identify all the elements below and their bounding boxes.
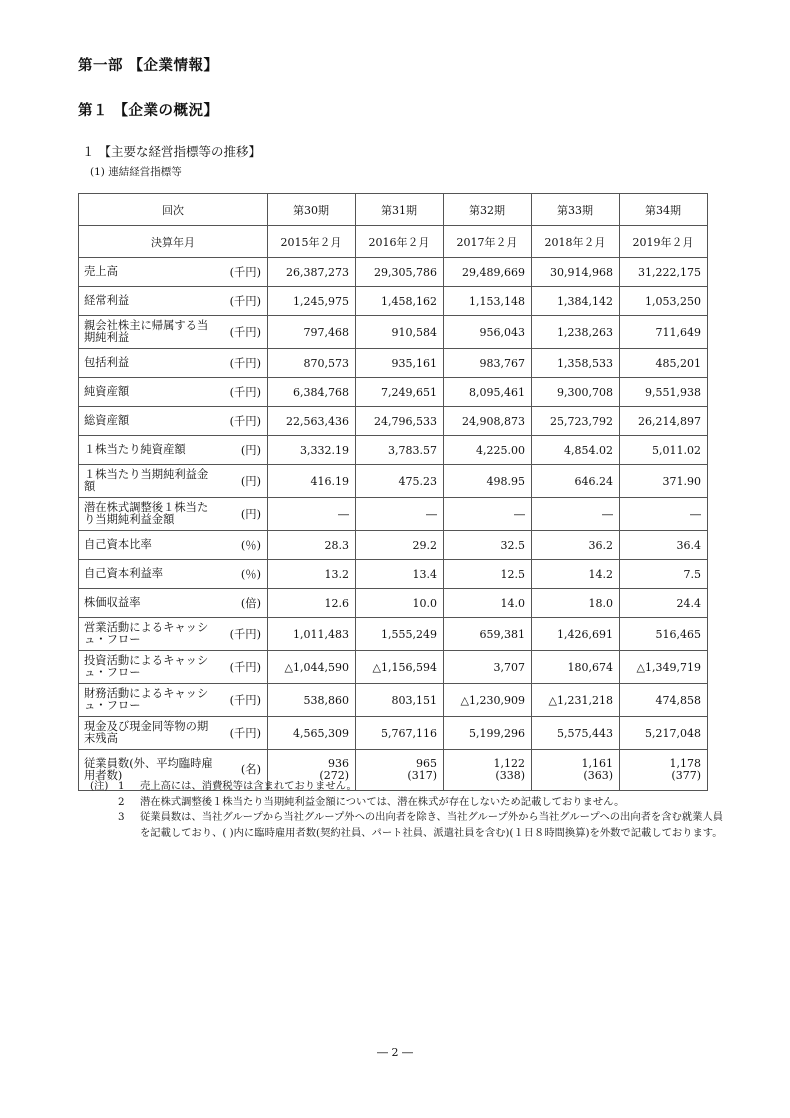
row-value: 29,489,669 [444, 258, 532, 287]
row-value: 28.3 [268, 531, 356, 560]
period-31: 第31期 [356, 194, 444, 226]
date-34: 2019年２月 [620, 226, 708, 258]
note-text: 従業員数は、当社グループから当社グループ外への出向者を除き、当社グループ外から当社グループへの出向者を含む就業人員を記載しており、( )内に臨時雇用者数(契約社員、パート社員、派遣社員を含む)(１日８時間換算)を外数で記載しております。 [140, 811, 724, 839]
note-tag: (注) [90, 780, 109, 792]
row-label: 現金及び現金同等物の期末残高 [79, 717, 223, 750]
row-value: 24,908,873 [444, 407, 532, 436]
table-row [79, 618, 708, 651]
row-unit: (名) [222, 750, 268, 791]
row-unit: (％) [222, 560, 268, 589]
row-value: △1,156,594 [356, 651, 444, 684]
row-value: 3,783.57 [356, 436, 444, 465]
row-unit: (円) [222, 498, 268, 531]
row-value: 3,332.19 [268, 436, 356, 465]
row-value: 9,551,938 [620, 378, 708, 407]
row-value: 4,854.02 [532, 436, 620, 465]
row-label: 総資産額 [79, 407, 223, 436]
row-value: 1,238,263 [532, 316, 620, 349]
row-value: 371.90 [620, 465, 708, 498]
table-body [79, 258, 708, 791]
row-value: 803,151 [356, 684, 444, 717]
row-value: 1,358,533 [532, 349, 620, 378]
row-label: １株当たり当期純利益金額 [79, 465, 223, 498]
row-value: 1,555,249 [356, 618, 444, 651]
table-row [79, 465, 708, 498]
row-value: 1,153,148 [444, 287, 532, 316]
row-value: 646.24 [532, 465, 620, 498]
row-value: 870,573 [268, 349, 356, 378]
date-31: 2016年２月 [356, 226, 444, 258]
row-unit: (千円) [222, 287, 268, 316]
note-number: 1 [118, 780, 125, 792]
row-value: 4,225.00 [444, 436, 532, 465]
row-unit: (円) [222, 465, 268, 498]
row-value: ― [356, 498, 444, 531]
row-label: 経常利益 [79, 287, 223, 316]
row-label: 売上高 [79, 258, 223, 287]
part-heading: 第一部 【企業情報】 [78, 58, 219, 74]
row-value: 8,095,461 [444, 378, 532, 407]
row-value: 24.4 [620, 589, 708, 618]
row-value: 13.4 [356, 560, 444, 589]
row-value: 26,387,273 [268, 258, 356, 287]
row-value: 9,300,708 [532, 378, 620, 407]
note-number: 3 [118, 811, 125, 823]
row-unit: (倍) [222, 589, 268, 618]
period-30: 第30期 [268, 194, 356, 226]
row-value: 5,011.02 [620, 436, 708, 465]
row-label: 投資活動によるキャッシュ・フロー [79, 651, 223, 684]
note-item [90, 810, 730, 841]
row-value: 14.2 [532, 560, 620, 589]
table-row [79, 349, 708, 378]
row-unit: (千円) [222, 618, 268, 651]
employee-count: 1,122 [493, 757, 525, 770]
row-unit: (千円) [222, 316, 268, 349]
note-text: 潜在株式調整後１株当たり当期純利益金額については、潜在株式が存在しないため記載しておりません。 [140, 795, 625, 808]
employee-count: 965 [416, 757, 437, 770]
row-label: 包括利益 [79, 349, 223, 378]
temporary-employee-count: (317) [407, 769, 437, 782]
row-value: 1,426,691 [532, 618, 620, 651]
row-value: 474,858 [620, 684, 708, 717]
row-value: 180,674 [532, 651, 620, 684]
row-label: 潜在株式調整後１株当たり当期純利益金額 [79, 498, 223, 531]
row-value: 983,767 [444, 349, 532, 378]
temporary-employee-count: (363) [583, 769, 613, 782]
row-value: 485,201 [620, 349, 708, 378]
financial-indicators-table [78, 193, 708, 791]
row-value: △1,044,590 [268, 651, 356, 684]
row-value: 36.2 [532, 531, 620, 560]
table-row [79, 436, 708, 465]
date-33: 2018年２月 [532, 226, 620, 258]
row-value: 4,565,309 [268, 717, 356, 750]
table-row [79, 651, 708, 684]
employee-count: 1,161 [581, 757, 613, 770]
period-label: 決算年月 [79, 226, 268, 258]
row-value: ― [444, 498, 532, 531]
period-34: 第34期 [620, 194, 708, 226]
row-unit: (千円) [222, 717, 268, 750]
table-row [79, 407, 708, 436]
row-value: 711,649 [620, 316, 708, 349]
table-row [79, 316, 708, 349]
row-label: 純資産額 [79, 378, 223, 407]
temporary-employee-count: (338) [495, 769, 525, 782]
row-value: 475.23 [356, 465, 444, 498]
period-header-row [79, 194, 708, 226]
row-unit: (円) [222, 436, 268, 465]
row-value: 7,249,651 [356, 378, 444, 407]
row-unit: (千円) [222, 349, 268, 378]
row-value: 416.19 [268, 465, 356, 498]
chapter-heading: 第１ 【企業の概況】 [78, 103, 219, 119]
table-row [79, 684, 708, 717]
row-value: 12.5 [444, 560, 532, 589]
temporary-employee-count: (272) [319, 769, 349, 782]
row-value: 6,384,768 [268, 378, 356, 407]
row-unit: (％) [222, 531, 268, 560]
row-unit: (千円) [222, 258, 268, 287]
row-unit: (千円) [222, 378, 268, 407]
row-value: 516,465 [620, 618, 708, 651]
date-header-row [79, 226, 708, 258]
row-value: △1,349,719 [620, 651, 708, 684]
table-row [79, 531, 708, 560]
row-value: 12.6 [268, 589, 356, 618]
row-value: 956,043 [444, 316, 532, 349]
row-label: 親会社株主に帰属する当期純利益 [79, 316, 223, 349]
table-row [79, 498, 708, 531]
row-value: 3,707 [444, 651, 532, 684]
date-32: 2017年２月 [444, 226, 532, 258]
row-value: 13.2 [268, 560, 356, 589]
subsection-heading: (1) 連結経営指標等 [90, 166, 182, 178]
row-value: 538,860 [268, 684, 356, 717]
row-value: 1,384,142 [532, 287, 620, 316]
row-value: 1,053,250 [620, 287, 708, 316]
note-text: 売上高には、消費税等は含まれておりません。 [140, 780, 357, 792]
temporary-employee-count: (377) [671, 769, 701, 782]
notes [90, 779, 730, 841]
table-row [79, 717, 708, 750]
row-value: 32.5 [444, 531, 532, 560]
employee-count: 936 [328, 757, 349, 770]
row-value: 24,796,533 [356, 407, 444, 436]
row-label: 財務活動によるキャッシュ・フロー [79, 684, 223, 717]
row-value: 797,468 [268, 316, 356, 349]
date-30: 2015年２月 [268, 226, 356, 258]
row-value: 498.95 [444, 465, 532, 498]
row-value: 30,914,968 [532, 258, 620, 287]
row-value: ― [532, 498, 620, 531]
row-value: 5,217,048 [620, 717, 708, 750]
row-value: 1,245,975 [268, 287, 356, 316]
row-value: ― [620, 498, 708, 531]
row-value: 29,305,786 [356, 258, 444, 287]
table-row [79, 589, 708, 618]
row-value: 910,584 [356, 316, 444, 349]
row-value: 26,214,897 [620, 407, 708, 436]
row-value: △1,231,218 [532, 684, 620, 717]
table-row [79, 258, 708, 287]
table-row [79, 287, 708, 316]
row-value: ― [268, 498, 356, 531]
note-item [90, 795, 730, 811]
table-row [79, 378, 708, 407]
row-label: 自己資本利益率 [79, 560, 223, 589]
row-value: 7.5 [620, 560, 708, 589]
row-value: 935,161 [356, 349, 444, 378]
row-unit: (千円) [222, 407, 268, 436]
row-label: 従業員数(外、平均臨時雇用者数) [79, 750, 223, 791]
row-value: 18.0 [532, 589, 620, 618]
table-row [79, 560, 708, 589]
row-value: 659,381 [444, 618, 532, 651]
row-value: 22,563,436 [268, 407, 356, 436]
row-label: １株当たり純資産額 [79, 436, 223, 465]
row-label: 自己資本比率 [79, 531, 223, 560]
employee-count: 1,178 [669, 757, 701, 770]
row-value: 36.4 [620, 531, 708, 560]
row-value: 29.2 [356, 531, 444, 560]
row-value: 1,011,483 [268, 618, 356, 651]
row-unit: (千円) [222, 651, 268, 684]
row-value: 5,199,296 [444, 717, 532, 750]
row-value: 31,222,175 [620, 258, 708, 287]
row-value: 10.0 [356, 589, 444, 618]
note-number: 2 [118, 795, 125, 808]
row-value: 5,767,116 [356, 717, 444, 750]
section-heading: １ 【主要な経営指標等の推移】 [82, 144, 261, 159]
row-unit: (千円) [222, 684, 268, 717]
period-33: 第33期 [532, 194, 620, 226]
row-value: 14.0 [444, 589, 532, 618]
page-number: ― 2 ― [377, 1046, 413, 1059]
header-label: 回次 [79, 194, 268, 226]
row-value: 25,723,792 [532, 407, 620, 436]
row-value: 5,575,443 [532, 717, 620, 750]
row-label: 株価収益率 [79, 589, 223, 618]
row-value: △1,230,909 [444, 684, 532, 717]
row-label: 営業活動によるキャッシュ・フロー [79, 618, 223, 651]
row-value: 1,458,162 [356, 287, 444, 316]
period-32: 第32期 [444, 194, 532, 226]
note-item [90, 779, 730, 795]
